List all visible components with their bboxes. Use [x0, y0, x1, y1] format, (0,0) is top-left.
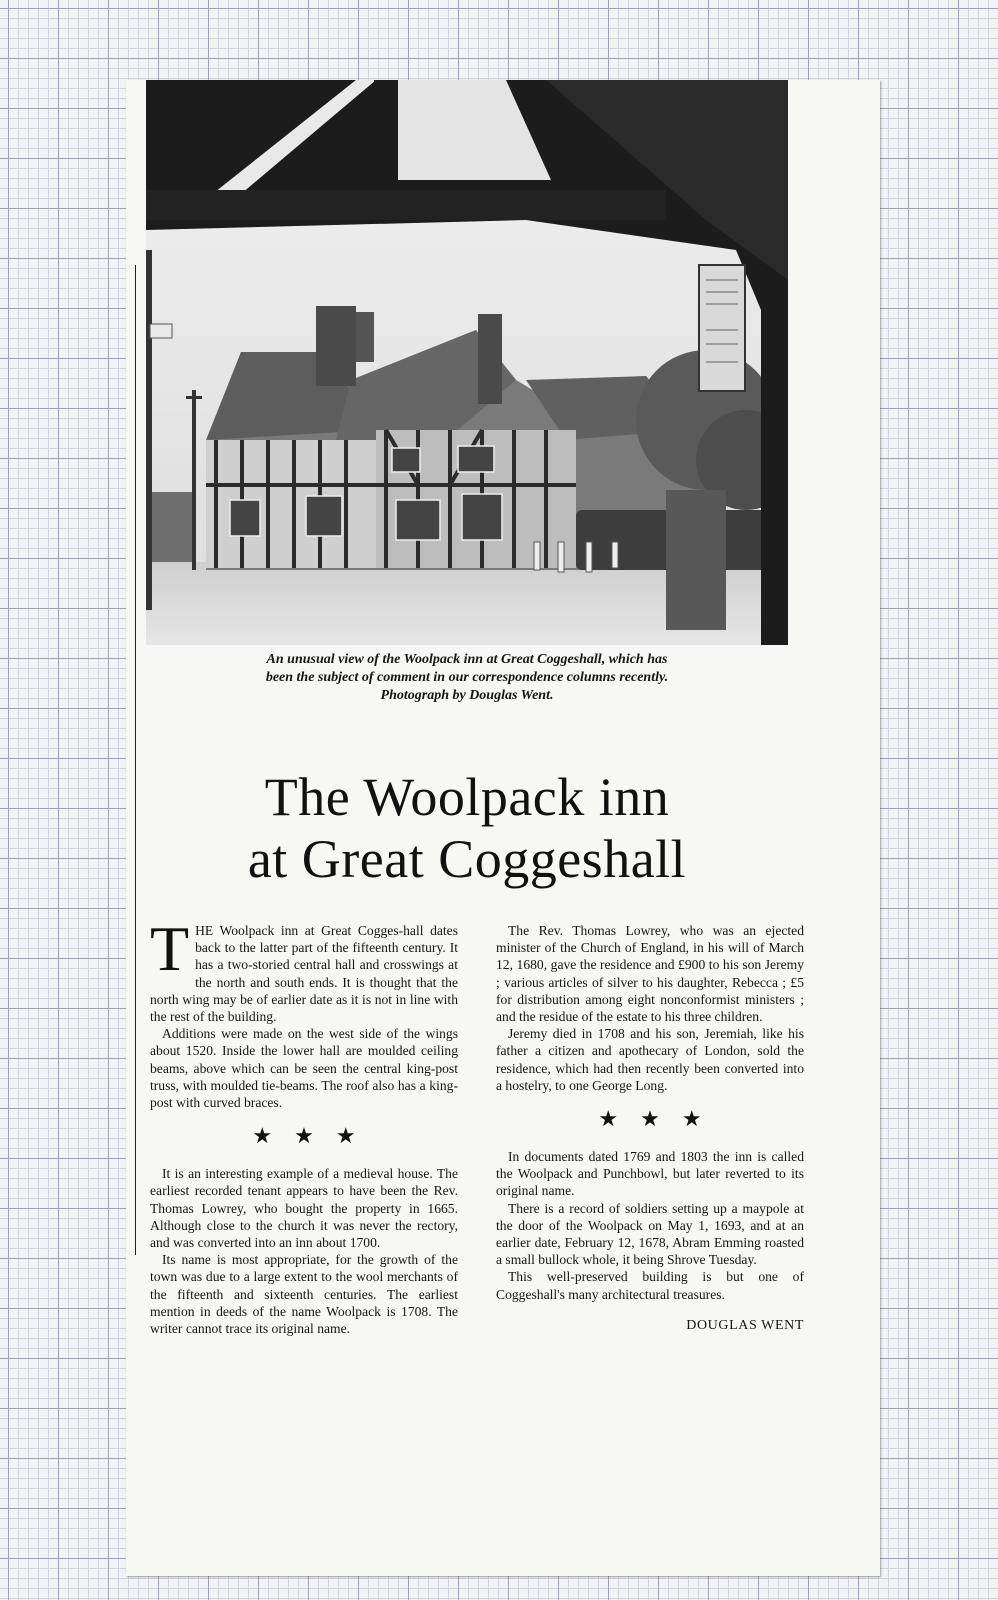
- paragraph: Additions were made on the west side of the wings about 1520. Inside the lower hall are moulded ceiling beams, above which can be seen the central king-post truss, with moulded tie-beams. The roof also has a king-post with curved braces.: [150, 1026, 458, 1111]
- article-headline: [146, 766, 788, 890]
- caption-line: been the subject of comment in our correspondence columns recently.: [265, 670, 669, 685]
- paragraph: There is a record of soldiers setting up a maypole at the door of the Woolpack on May 1, 1693, and at an earlier date, February 12, 1678, Abram Emming roasted a small bullock whole, it being Shrove Tuesday.: [496, 1200, 804, 1268]
- woolpack-inn-photograph: [146, 80, 788, 645]
- paragraph: It is an interesting example of a medieval house. The earliest recorded tenant appears to have been the Rev. Thomas Lowrey, who bought the property in 1665. Although close to the church it was never the rectory, and was converted into an inn about 1700.: [150, 1166, 458, 1251]
- article-column-left: [150, 913, 458, 1337]
- headline-line-1: The Woolpack inn: [264, 767, 670, 827]
- paragraph: Its name is most appropriate, for the growth of the town was due to a large extent to the wool merchants of the fifteenth and sixteenth centuries. The earliest mention in deeds of the name Woolpack is 1708. The writer cannot trace its original name.: [150, 1252, 458, 1337]
- paragraph-text: HE Woolpack inn at Great Cogges-hall dates back to the latter part of the fifteenth century. It has a two-storied central hall and crosswings at the north and south ends. It is thought that the north wing may be of earlier date as it is not in line with the rest of the building.: [150, 923, 458, 1025]
- caption-line: Photograph by Douglas Went.: [380, 688, 554, 703]
- author-byline: DOUGLAS WENT: [686, 1317, 804, 1333]
- paragraph: [150, 913, 458, 1025]
- drop-cap: T: [150, 913, 190, 984]
- paragraph: The Rev. Thomas Lowrey, who was an ejected minister of the Church of England, in his will of March 12, 1680, gave the residence and £900 to his son Jeremy ; various articles of silver to his daughter, Rebecca ; £5 for distribution among eight nonconformist ministers ; and the residue of the estate to his three children.: [496, 923, 804, 1025]
- column-rule: [135, 265, 136, 1255]
- article-column-right: [496, 922, 804, 1334]
- section-divider-stars: ★★★: [252, 1123, 378, 1149]
- headline-line-2: at Great Coggeshall: [247, 829, 687, 889]
- caption-line: An unusual view of the Woolpack inn at Great Coggeshall, which has: [266, 652, 668, 667]
- paragraph: Jeremy died in 1708 and his son, Jeremiah, like his father a citizen and apothecary of London, sold the residence, which had then recently been converted into a hostelry, to one George Long.: [496, 1026, 804, 1093]
- photo-caption: [146, 651, 788, 705]
- section-divider-stars: ★★★: [598, 1106, 724, 1132]
- paragraph: In documents dated 1769 and 1803 the inn is called the Woolpack and Punchbowl, but later reverted to its original name.: [496, 1149, 804, 1199]
- paragraph: This well-preserved building is but one of Coggeshall's many architectural treasures.: [496, 1269, 804, 1302]
